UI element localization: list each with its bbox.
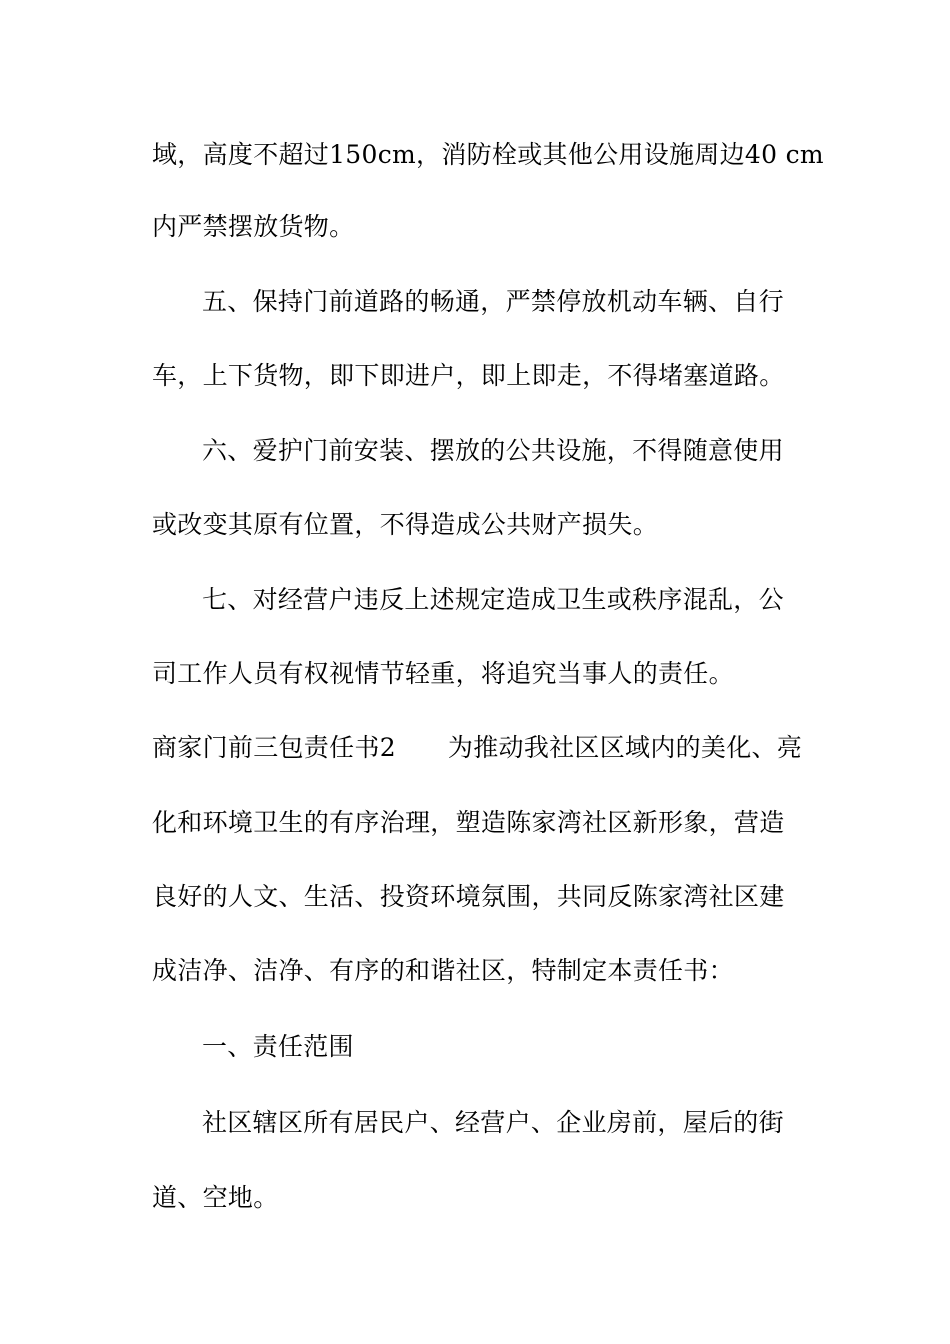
- paragraph-line: 六、爱护门前安装、摆放的公共设施，不得随意使用: [202, 436, 784, 465]
- section-title: 商家门前三包责任书2: [152, 733, 396, 762]
- section-heading-line: [152, 731, 832, 765]
- subheading-line: 一、责任范围: [202, 1032, 354, 1061]
- paragraph-line: 司工作人员有权视情节轻重，将追究当事人的责任。: [152, 659, 734, 688]
- paragraph-line: 社区辖区所有居民户、经营户、企业房前，屋后的街: [202, 1108, 784, 1137]
- paragraph-line: 域，高度不超过150cm，消防栓或其他公用设施周边40 cm: [152, 140, 824, 169]
- paragraph-line: 道、空地。: [152, 1183, 279, 1212]
- paragraph-line: 或改变其原有位置，不得造成公共财产损失。: [152, 510, 659, 539]
- paragraph-line: 化和环境卫生的有序治理，塑造陈家湾社区新形象，营造: [152, 808, 785, 837]
- paragraph-line: 五、保持门前道路的畅通，严禁停放机动车辆、自行: [202, 287, 784, 316]
- paragraph-line: 成洁净、洁净、有序的和谐社区，特制定本责任书：: [152, 956, 734, 985]
- paragraph-line: 七、对经营户违反上述规定造成卫生或秩序混乱，公: [202, 585, 784, 614]
- paragraph-line: 车，上下货物，即下即进户，即上即走，不得堵塞道路。: [152, 361, 785, 390]
- section-intro: 为推动我社区区域内的美化、亮: [447, 733, 803, 762]
- paragraph-line: 良好的人文、生活、投资环境氛围，共同反陈家湾社区建: [152, 882, 785, 911]
- paragraph-line: 内严禁摆放货物。: [152, 212, 355, 241]
